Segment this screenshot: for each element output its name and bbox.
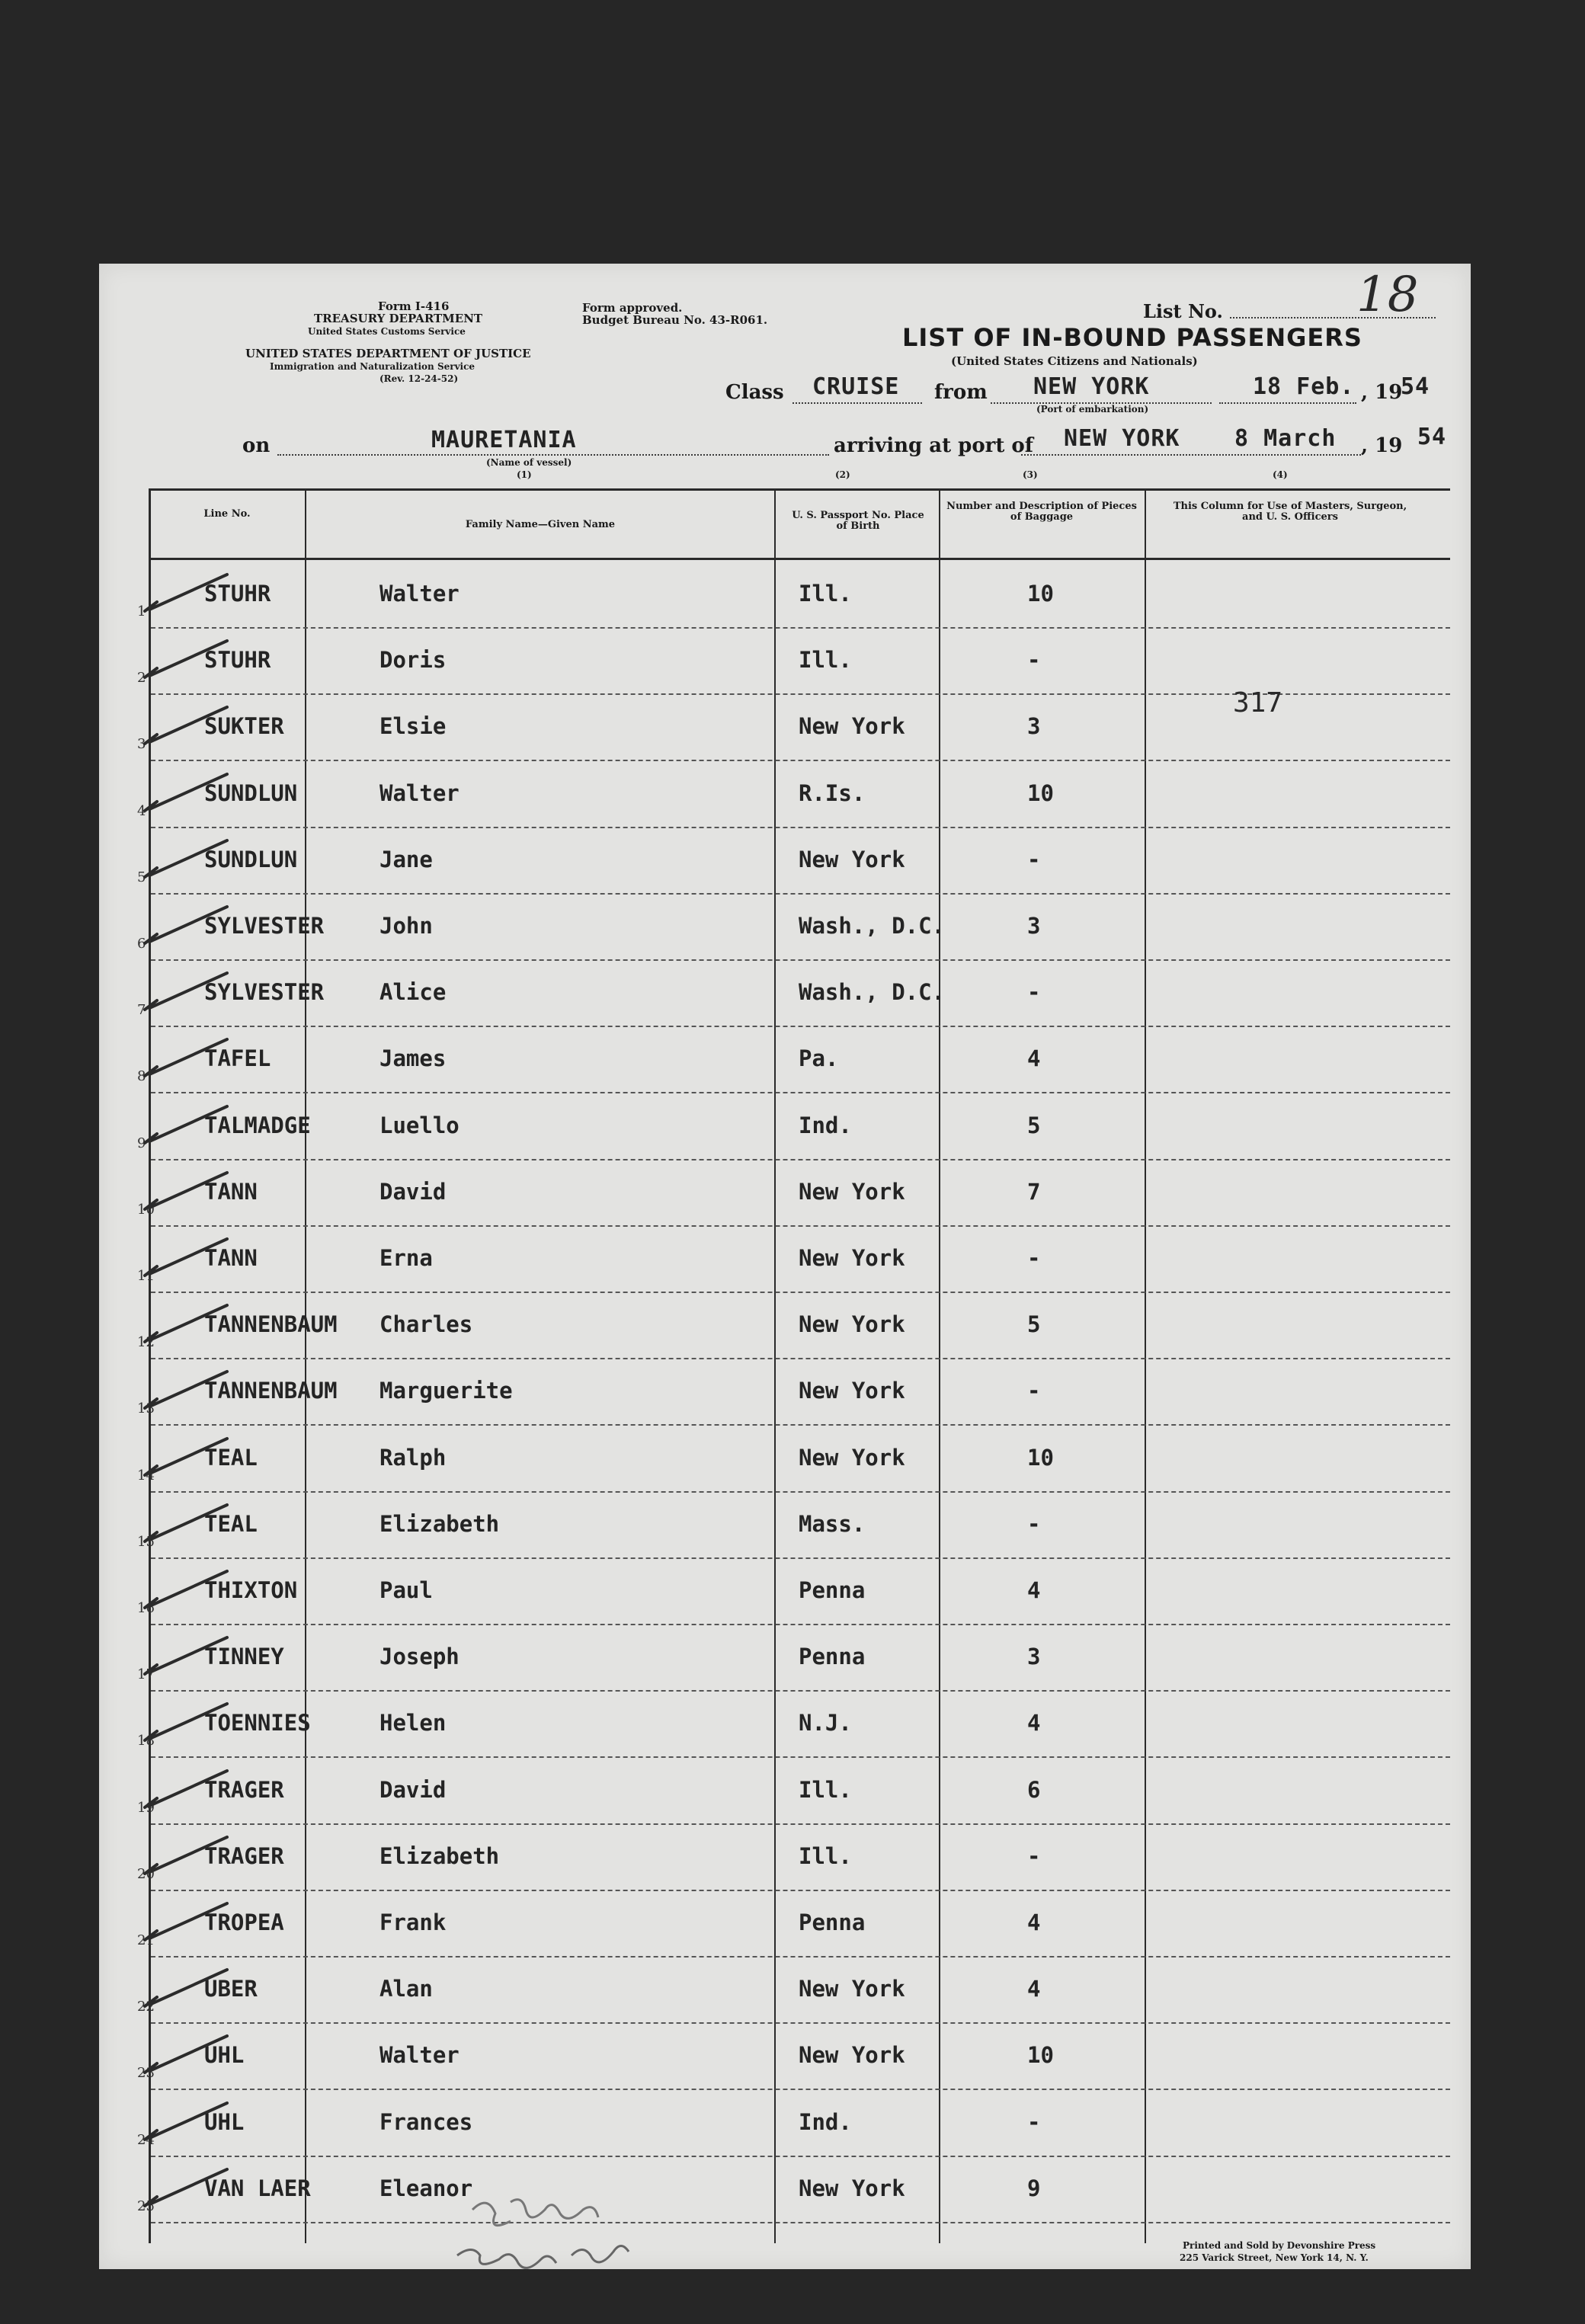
inspector-signature	[442, 2187, 701, 2286]
family-name-cell: SUNDLUN	[204, 846, 298, 872]
baggage-count-cell: 4	[1027, 1577, 1041, 1603]
checkmark-icon	[143, 638, 235, 683]
table-row	[137, 1690, 1450, 1758]
family-name-cell: TANNENBAUM	[204, 1311, 338, 1338]
birthplace-cell: Penna	[799, 1577, 866, 1603]
checkmark-icon	[143, 1170, 235, 1215]
given-name-cell: Walter	[379, 581, 459, 607]
treasury-department: TREASURY DEPARTMENT	[314, 312, 483, 325]
given-name-cell: James	[379, 1045, 447, 1072]
birthplace-cell: New York	[799, 1444, 905, 1471]
family-name-cell: SYLVESTER	[204, 913, 325, 939]
line-number: 5	[137, 869, 146, 885]
form-number: Form I-416	[378, 299, 450, 313]
line-number: 7	[137, 1002, 146, 1019]
baggage-count-cell: 3	[1027, 713, 1041, 740]
printer-address: 225 Varick Street, New York 14, N. Y.	[1180, 2252, 1369, 2263]
table-row	[137, 1823, 1450, 1891]
port-caption: (Port of embarkation)	[1036, 404, 1149, 415]
checkmark-icon	[143, 571, 235, 617]
line-number: 16	[137, 1600, 155, 1616]
checkmark-icon	[143, 1236, 235, 1282]
on-label: on	[242, 434, 271, 457]
family-name-cell: TROPEA	[204, 1909, 284, 1935]
year-prefix-2: , 19	[1361, 434, 1403, 457]
baggage-count-cell: 5	[1027, 1112, 1041, 1138]
arrival-date: 8 March	[1234, 425, 1337, 452]
line-number: 22	[137, 1999, 155, 2015]
given-name-cell: John	[379, 913, 433, 939]
baggage-count-cell: 3	[1027, 913, 1041, 939]
header-rule	[151, 558, 1450, 560]
table-row	[137, 1624, 1450, 1692]
checkmark-icon	[143, 904, 235, 949]
table-row	[137, 1093, 1450, 1160]
class-label: Class	[725, 381, 784, 404]
family-name-cell: TRAGER	[204, 1842, 284, 1869]
checkmark-icon	[143, 1834, 235, 1880]
revision-date: (Rev. 12-24-52)	[379, 373, 459, 384]
given-name-cell: Ralph	[379, 1444, 447, 1471]
given-name-cell: Luello	[379, 1112, 459, 1138]
baggage-count-cell: 10	[1027, 581, 1054, 607]
baggage-count-cell: 7	[1027, 1178, 1041, 1205]
list-number: 18	[1356, 267, 1419, 323]
line-number: 19	[137, 1799, 155, 1816]
table-row	[137, 1425, 1450, 1493]
birthplace-cell: New York	[799, 1245, 905, 1271]
given-name-cell: Walter	[379, 2042, 459, 2069]
table-row	[137, 760, 1450, 828]
class-value: CRUISE	[812, 373, 900, 400]
column-header-officers: This Column for Use of Masters, Surgeon, and U. S. Officers	[1173, 501, 1407, 523]
line-number: 1	[137, 603, 146, 619]
departure-date: 18 Feb.	[1253, 373, 1355, 400]
baggage-count-cell: 3	[1027, 1644, 1041, 1670]
given-name-cell: Alan	[379, 1976, 433, 2002]
birthplace-cell: Penna	[799, 1644, 866, 1670]
given-name-cell: Marguerite	[379, 1378, 513, 1404]
line-number: 21	[137, 1932, 155, 1948]
officer-annotation: 317	[1233, 687, 1283, 719]
given-name-cell: Erna	[379, 1245, 433, 1271]
checkmark-icon	[143, 1436, 235, 1481]
given-name-cell: Joseph	[379, 1644, 459, 1670]
birthplace-cell: New York	[799, 1378, 905, 1404]
birthplace-cell: R.Is.	[799, 779, 866, 806]
line-number: 17	[137, 1666, 155, 1683]
baggage-count-cell: -	[1027, 846, 1041, 872]
checkmark-icon	[143, 771, 235, 817]
family-name-cell: SUKTER	[204, 713, 284, 740]
baggage-count-cell: -	[1027, 1245, 1041, 1271]
line-number: 23	[137, 2065, 155, 2082]
family-name-cell: TANN	[204, 1245, 258, 1271]
line-number: 14	[137, 1467, 155, 1484]
baggage-count-cell: -	[1027, 1378, 1041, 1404]
table-row	[137, 1225, 1450, 1293]
checkmark-icon	[143, 970, 235, 1016]
checkmark-icon	[143, 2166, 235, 2212]
column-header-baggage: Number and Description of Pieces of Baggage	[946, 501, 1137, 523]
given-name-cell: Elizabeth	[379, 1510, 500, 1537]
table-row	[137, 627, 1450, 695]
document-subtitle: (United States Citizens and Nationals)	[951, 354, 1198, 368]
date1-line	[1219, 402, 1356, 404]
baggage-count-cell: -	[1027, 2108, 1041, 2135]
column-4-number: (4)	[1273, 469, 1288, 480]
document-title: LIST OF IN-BOUND PASSENGERS	[902, 323, 1362, 352]
checkmark-icon	[143, 1568, 235, 1614]
column-header-line-no: Line No.	[203, 508, 251, 520]
family-name-cell: STUHR	[204, 581, 271, 607]
given-name-cell: Alice	[379, 979, 447, 1006]
passenger-table	[137, 488, 1450, 2243]
arriving-label: arriving at port of	[834, 434, 1033, 457]
family-name-cell: TEAL	[204, 1444, 258, 1471]
baggage-count-cell: -	[1027, 1842, 1041, 1869]
list-no-label: List No.	[1143, 300, 1223, 322]
family-name-cell: TANN	[204, 1178, 258, 1205]
checkmark-icon	[143, 2033, 235, 2079]
line-number: 18	[137, 1733, 155, 1749]
arrival-year: 54	[1417, 424, 1447, 450]
checkmark-icon	[143, 1103, 235, 1149]
line-number: 3	[137, 736, 146, 753]
family-name-cell: TEAL	[204, 1510, 258, 1537]
table-row	[137, 1292, 1450, 1359]
checkmark-icon	[143, 837, 235, 883]
baggage-count-cell: 4	[1027, 1976, 1041, 2002]
birthplace-cell: Wash., D.C.	[799, 979, 946, 1006]
birthplace-cell: New York	[799, 846, 905, 872]
given-name-cell: Charles	[379, 1311, 473, 1338]
family-name-cell: UHL	[204, 2108, 245, 2135]
family-name-cell: STUHR	[204, 647, 271, 674]
birthplace-cell: Ind.	[799, 2108, 852, 2135]
table-row	[137, 2022, 1450, 2090]
form-approved: Form approved.	[582, 301, 683, 315]
checkmark-icon	[143, 1036, 235, 1082]
given-name-cell: David	[379, 1178, 447, 1205]
arrival-port: NEW YORK	[1064, 425, 1180, 452]
given-name-cell: Elsie	[379, 713, 447, 740]
table-row	[137, 561, 1450, 629]
birthplace-cell: Ill.	[799, 1842, 852, 1869]
baggage-count-cell: 6	[1027, 1776, 1041, 1803]
baggage-count-cell: 10	[1027, 779, 1054, 806]
birthplace-cell: New York	[799, 1311, 905, 1338]
customs-service: United States Customs Service	[308, 326, 466, 337]
embarkation-port: NEW YORK	[1033, 373, 1150, 400]
birthplace-cell: New York	[799, 1976, 905, 2002]
birthplace-cell: Mass.	[799, 1510, 866, 1537]
table-row	[137, 2156, 1450, 2223]
line-number: 2	[137, 670, 146, 687]
line-number: 10	[137, 1201, 155, 1218]
column-header-passport: U. S. Passport No. Place of Birth	[792, 510, 924, 532]
family-name-cell: TINNEY	[204, 1644, 284, 1670]
family-name-cell: TANNENBAUM	[204, 1378, 338, 1404]
line-number: 6	[137, 936, 146, 952]
birthplace-cell: N.J.	[799, 1710, 852, 1737]
baggage-count-cell: 10	[1027, 1444, 1054, 1471]
birthplace-cell: Penna	[799, 1909, 866, 1935]
family-name-cell: TAFEL	[204, 1045, 271, 1072]
baggage-count-cell: 4	[1027, 1045, 1041, 1072]
line-number: 8	[137, 1068, 146, 1085]
given-name-cell: Jane	[379, 846, 433, 872]
line-number: 12	[137, 1334, 155, 1351]
line-number: 11	[137, 1268, 155, 1284]
birthplace-cell: New York	[799, 2042, 905, 2069]
baggage-count-cell: 4	[1027, 1710, 1041, 1737]
table-row	[137, 1491, 1450, 1559]
birthplace-cell: Wash., D.C.	[799, 913, 946, 939]
birthplace-cell: New York	[799, 1178, 905, 1205]
table-row	[137, 1358, 1450, 1426]
birthplace-cell: Ill.	[799, 1776, 852, 1803]
column-header-name: Family Name—Given Name	[465, 519, 616, 530]
justice-department: UNITED STATES DEPARTMENT OF JUSTICE	[245, 347, 531, 360]
table-row	[137, 2089, 1450, 2157]
printer-credit: Printed and Sold by Devonshire Press	[1183, 2240, 1376, 2251]
checkmark-icon	[143, 1502, 235, 1548]
family-name-cell: TRAGER	[204, 1776, 284, 1803]
line-number: 9	[137, 1135, 146, 1151]
baggage-count-cell: 9	[1027, 2175, 1041, 2201]
departure-year: 54	[1401, 373, 1430, 400]
given-name-cell: Helen	[379, 1710, 447, 1737]
baggage-count-cell: -	[1027, 1510, 1041, 1537]
column-2-number: (2)	[835, 469, 850, 480]
vessel-caption: (Name of vessel)	[486, 457, 572, 468]
family-name-cell: TOENNIES	[204, 1710, 311, 1737]
table-row	[137, 959, 1450, 1027]
given-name-cell: Walter	[379, 779, 459, 806]
baggage-count-cell: 5	[1027, 1311, 1041, 1338]
table-row	[137, 1159, 1450, 1227]
immigration-service: Immigration and Naturalization Service	[270, 361, 476, 372]
birthplace-cell: Ill.	[799, 647, 852, 674]
baggage-count-cell: -	[1027, 647, 1041, 674]
checkmark-icon	[143, 1634, 235, 1680]
table-row	[137, 1956, 1450, 2024]
family-name-cell: UBER	[204, 1976, 258, 2002]
budget-bureau: Budget Bureau No. 43-R061.	[582, 313, 768, 327]
given-name-cell: Paul	[379, 1577, 433, 1603]
family-name-cell: UHL	[204, 2042, 245, 2069]
birthplace-cell: New York	[799, 713, 905, 740]
from-label: from	[934, 381, 988, 404]
line-number: 4	[137, 802, 146, 819]
checkmark-icon	[143, 704, 235, 750]
family-name-cell: SUNDLUN	[204, 779, 298, 806]
baggage-count-cell: 4	[1027, 1909, 1041, 1935]
given-name-cell: Doris	[379, 647, 447, 674]
table-row	[137, 1557, 1450, 1625]
checkmark-icon	[143, 1900, 235, 1946]
checkmark-icon	[143, 1967, 235, 2012]
vessel-name: MAURETANIA	[431, 427, 577, 453]
line-number: 13	[137, 1400, 155, 1417]
checkmark-icon	[143, 1768, 235, 1813]
arrival-line	[1021, 454, 1361, 456]
table-row	[137, 827, 1450, 895]
table-row	[137, 893, 1450, 961]
vessel-line	[277, 454, 829, 456]
line-number: 25	[137, 2198, 155, 2214]
class-line	[792, 402, 922, 404]
given-name-cell: Eleanor	[379, 2175, 473, 2201]
checkmark-icon	[143, 2100, 235, 2146]
line-number: 15	[137, 1533, 155, 1550]
column-3-number: (3)	[1023, 469, 1038, 480]
checkmark-icon	[143, 1302, 235, 1348]
family-name-cell: SYLVESTER	[204, 979, 325, 1006]
given-name-cell: Frances	[379, 2108, 473, 2135]
given-name-cell: Elizabeth	[379, 1842, 500, 1869]
family-name-cell: VAN LAER	[204, 2175, 311, 2201]
year-prefix-1: , 19	[1361, 381, 1403, 404]
given-name-cell: Frank	[379, 1909, 447, 1935]
given-name-cell: David	[379, 1776, 447, 1803]
birthplace-cell: Pa.	[799, 1045, 839, 1072]
table-row	[137, 1890, 1450, 1957]
checkmark-icon	[143, 1368, 235, 1414]
family-name-cell: TALMADGE	[204, 1112, 311, 1138]
birthplace-cell: New York	[799, 2175, 905, 2201]
birthplace-cell: Ill.	[799, 581, 852, 607]
baggage-count-cell: 10	[1027, 2042, 1054, 2069]
family-name-cell: THIXTON	[204, 1577, 298, 1603]
checkmark-icon	[143, 1701, 235, 1746]
line-number: 24	[137, 2131, 155, 2148]
line-number: 20	[137, 1865, 155, 1882]
table-row	[137, 1026, 1450, 1093]
birthplace-cell: Ind.	[799, 1112, 852, 1138]
table-row	[137, 1757, 1450, 1825]
column-1-number: (1)	[517, 469, 532, 480]
baggage-count-cell: -	[1027, 979, 1041, 1006]
